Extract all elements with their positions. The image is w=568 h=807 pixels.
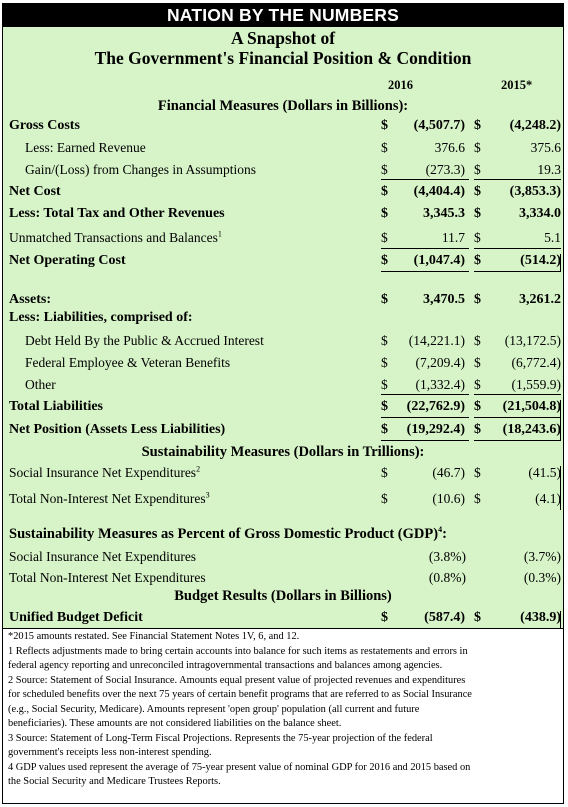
footnote-line: 2 Source: Statement of Social Insurance. Amounts equal present value of projected revenues and expenditures xyxy=(8,674,466,686)
value-2016: 11.7 xyxy=(441,230,465,245)
dollar-sign: $ xyxy=(474,184,481,199)
footnotes xyxy=(8,630,560,790)
footnote-line: beneficiaries). These amounts are not considered liabilities on the balance sheet. xyxy=(8,718,342,729)
row-label: Total Non-Interest Net Expenditures xyxy=(9,570,206,585)
value-2015: (514.2) xyxy=(520,253,561,268)
value-2016: (3.8%) xyxy=(428,549,466,564)
row-label: Other xyxy=(25,377,56,392)
footnote-marker: 1 xyxy=(217,229,222,239)
footnote-line: 3 Source: Statement of Long-Term Fiscal Projections. Represents the 75-year projection of the federal xyxy=(8,732,433,744)
value-2016: (1,332.4) xyxy=(415,377,465,392)
value-2015: 375.6 xyxy=(530,140,561,155)
title-line-2: The Government's Financial Position & Condition xyxy=(94,48,472,68)
footnote-marker: 3 xyxy=(205,490,210,500)
row-total-non-interest xyxy=(3,491,563,513)
dollar-sign: $ xyxy=(474,118,481,133)
row-label: Total Liabilities xyxy=(9,399,104,414)
value-2016: (10.6) xyxy=(432,491,465,506)
value-2016: (14,221.1) xyxy=(408,333,465,348)
footnote-line: federal agency reporting and unreconciled intragovernmental transactions and balances among agencies. xyxy=(8,660,443,671)
value-2016: (7,209.4) xyxy=(415,355,465,370)
dollar-sign: $ xyxy=(381,206,388,221)
value-2015: (0.3%) xyxy=(523,570,561,585)
section-label: Sustainability Measures as Percent of Gross Domestic Product (GDP)$^4$: xyxy=(9,525,447,542)
row-federal-employee xyxy=(3,355,563,377)
section-gdp-measures xyxy=(3,526,563,548)
footnote-line: for scheduled benefits over the next 75 years of certain benefit programs that are referred to as Social Insurance xyxy=(8,689,472,700)
value-2016: (0.8%) xyxy=(428,570,466,585)
total-rule-2016 xyxy=(381,271,469,272)
value-2015: (3.7%) xyxy=(523,549,561,564)
dollar-sign: $ xyxy=(474,399,481,414)
value-2015: 19.3 xyxy=(537,162,561,177)
row-label: Assets: xyxy=(9,292,51,307)
dollar-sign: $ xyxy=(381,184,388,199)
total-rule-2016 xyxy=(381,440,469,441)
row-net-cost xyxy=(3,184,563,206)
column-edge-rule xyxy=(560,254,561,272)
value-2015: (41.5) xyxy=(528,465,561,480)
row-label: Less: Earned Revenue xyxy=(25,140,146,155)
section-financial-measures: Financial Measures (Dollars in Billions): xyxy=(157,98,409,114)
footnote-line: the Social Security and Medicare Trustees Reports. xyxy=(8,776,221,787)
value-2016: 3,470.5 xyxy=(423,292,465,307)
footnote-line: *2015 amounts restated. See Financial Statement Notes 1V, 6, and 12. xyxy=(8,631,300,642)
dollar-sign: $ xyxy=(381,333,388,348)
row-label: Less: Liabilities, comprised of: xyxy=(9,310,193,325)
total-rule-2015 xyxy=(474,271,561,272)
dollar-sign: $ xyxy=(474,465,481,480)
value-2015: 3,261.2 xyxy=(519,292,561,307)
footnote-marker: 2 xyxy=(196,464,201,474)
row-label: Social Insurance Net Expenditures$^2$ xyxy=(9,464,201,480)
dollar-sign: $ xyxy=(381,399,388,414)
total-rule-2015 xyxy=(474,417,561,418)
row-social-insurance-pct xyxy=(3,549,563,571)
value-2015: (4,248.2) xyxy=(509,118,561,133)
value-2016: 376.6 xyxy=(434,140,465,155)
dollar-sign: $ xyxy=(381,491,388,506)
dollar-sign: $ xyxy=(381,140,388,155)
value-2015: (18,243.6) xyxy=(502,422,561,437)
value-2015: (3,853.3) xyxy=(509,184,561,199)
subtotal-rule-2015 xyxy=(474,248,561,249)
value-2015: (4.1) xyxy=(535,491,561,506)
subtotal-rule-2016 xyxy=(381,248,469,249)
value-2015: 3,334.0 xyxy=(519,206,561,221)
dollar-sign: $ xyxy=(381,162,388,177)
column-edge-rule xyxy=(560,400,561,441)
row-other-liabilities xyxy=(3,377,563,399)
total-rule-2016 xyxy=(381,417,469,418)
dollar-sign: $ xyxy=(381,377,388,392)
row-label: Total Non-Interest Net Expenditures$^3$ xyxy=(9,490,210,506)
value-2016: (1,047.4) xyxy=(413,253,465,268)
dollar-sign: $ xyxy=(474,206,481,221)
row-label: Net Cost xyxy=(9,184,61,199)
row-gain-loss xyxy=(3,162,563,184)
row-label: Unmatched Transactions and Balances$^1$ xyxy=(9,229,222,245)
value-2016: (587.4) xyxy=(424,610,465,625)
row-label: Gain/(Loss) from Changes in Assumptions xyxy=(25,162,256,177)
nation-by-the-numbers-panel xyxy=(2,3,564,804)
value-2015: (1,559.9) xyxy=(511,377,561,392)
column-edge-rule xyxy=(560,466,561,510)
row-social-insurance xyxy=(3,465,563,487)
section-budget-results: Budget Results (Dollars in Billions) xyxy=(174,588,392,604)
value-2016: (4,507.7) xyxy=(413,118,465,133)
row-label: Social Insurance Net Expenditures xyxy=(9,549,197,564)
row-label: Net Operating Cost xyxy=(9,253,126,268)
footnote-line: (e.g., Social Security, Medicare). Amounts represent 'open group' population (all current and future xyxy=(8,703,420,715)
row-earned-revenue xyxy=(3,140,563,162)
dollar-sign: $ xyxy=(474,610,481,625)
dollar-sign: $ xyxy=(474,230,481,245)
value-2016: (22,762.9) xyxy=(406,399,465,414)
dollar-sign: $ xyxy=(474,140,481,155)
dollar-sign: $ xyxy=(381,355,388,370)
row-liabilities-header xyxy=(3,310,563,332)
title-line-1: A Snapshot of xyxy=(230,28,336,48)
subtotal-rule-2015 xyxy=(474,179,561,180)
row-label: Net Position (Assets Less Liabilities) xyxy=(9,422,226,437)
footnote-marker: 4 xyxy=(438,525,443,535)
row-label: Debt Held By the Public & Accrued Interest xyxy=(25,333,264,348)
row-label: Gross Costs xyxy=(9,118,80,133)
notes-divider xyxy=(3,628,563,629)
value-2016: (4,404.4) xyxy=(413,184,465,199)
value-2015: 5.1 xyxy=(544,230,561,245)
value-2015: (21,504.8) xyxy=(502,399,561,414)
column-edge-rule xyxy=(560,611,561,628)
footnote-line: government's receipts less non-interest spending. xyxy=(8,747,212,758)
row-gross-costs xyxy=(3,118,563,140)
dollar-sign: $ xyxy=(474,491,481,506)
value-2016: (273.3) xyxy=(425,162,465,177)
row-debt-held xyxy=(3,333,563,355)
row-label: Unified Budget Deficit xyxy=(9,610,143,625)
value-2015: (438.9) xyxy=(520,610,561,625)
row-tax-revenues xyxy=(3,206,563,228)
dollar-sign: $ xyxy=(474,162,481,177)
dollar-sign: $ xyxy=(381,253,388,268)
year-2015-header: 2015* xyxy=(501,78,533,92)
dollar-sign: $ xyxy=(381,465,388,480)
value-2016: (46.7) xyxy=(432,465,465,480)
dollar-sign: $ xyxy=(474,333,481,348)
row-label: Federal Employee & Veteran Benefits xyxy=(25,355,231,370)
footnote-line: 4 GDP values used represent the average of 75-year present value of nominal GDP for 2016 and 2015 based on xyxy=(8,761,471,773)
dollar-sign: $ xyxy=(474,422,481,437)
footnote-line: 1 Reflects adjustments made to bring certain accounts into balance for such items as restatements and errors in xyxy=(8,645,468,657)
subtotal-rule-2015 xyxy=(474,394,561,395)
row-label: Less: Total Tax and Other Revenues xyxy=(9,206,225,221)
year-2016-header: 2016 xyxy=(388,78,413,92)
dollar-sign: $ xyxy=(381,610,388,625)
subtotal-rule-2016 xyxy=(381,179,469,180)
dollar-sign: $ xyxy=(474,355,481,370)
dollar-sign: $ xyxy=(474,377,481,392)
dollar-sign: $ xyxy=(381,422,388,437)
value-2015: (6,772.4) xyxy=(511,355,561,370)
dollar-sign: $ xyxy=(474,253,481,268)
dollar-sign: $ xyxy=(381,118,388,133)
dollar-sign: $ xyxy=(381,292,388,307)
subtotal-rule-2016 xyxy=(381,394,469,395)
banner-title: NATION BY THE NUMBERS xyxy=(3,4,563,27)
value-2016: 3,345.3 xyxy=(423,206,465,221)
dollar-sign: $ xyxy=(381,230,388,245)
section-sustainability-measures: Sustainability Measures (Dollars in Trillions): xyxy=(141,444,425,460)
total-rule-2015 xyxy=(474,440,561,441)
value-2016: (19,292.4) xyxy=(406,422,465,437)
value-2015: (13,172.5) xyxy=(504,333,561,348)
dollar-sign: $ xyxy=(474,292,481,307)
